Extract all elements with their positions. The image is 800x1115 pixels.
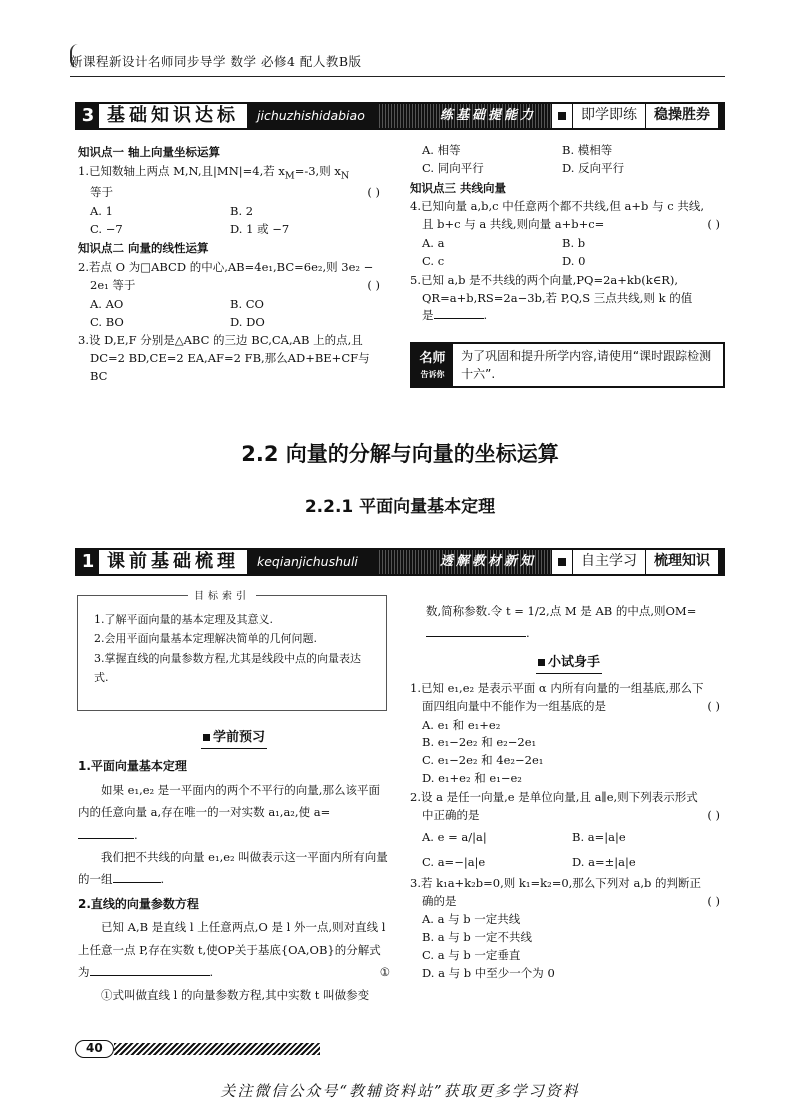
option: B. 模相等	[562, 143, 613, 157]
answer-paren: ( )	[707, 698, 720, 713]
section-band-preclass	[75, 548, 725, 576]
try-question-1	[410, 680, 728, 716]
option: D. a 与 b 中至少一个为 0	[422, 965, 555, 980]
band-end-bar	[718, 550, 723, 574]
option: A. e = a/|a|	[422, 830, 487, 845]
q4-options	[410, 235, 728, 271]
teacher-badge	[412, 344, 453, 386]
equation-marker: ①	[379, 965, 390, 980]
q2-text-b: 2e₁ 等于	[90, 278, 136, 293]
option: A. e₁ 和 e₁+e₂	[422, 717, 501, 732]
page-number: 40	[75, 1040, 114, 1058]
option: B. a 与 b 一定不共线	[422, 930, 532, 945]
question-3	[78, 332, 388, 385]
badge-main: 名师	[419, 350, 446, 366]
q3-text-b: DC=2 BD,CE=2 EA,AF=2 FB,那么AD+BE+CF与	[90, 351, 370, 366]
band-square-icon	[558, 112, 566, 120]
basis-text: 我们把不共线的向量 e₁,e₂ 叫做表示这一平面内所有向量的一组	[78, 850, 388, 887]
try-q2-options	[410, 825, 728, 873]
band-number: 1	[77, 550, 99, 574]
try-q3-options	[410, 911, 728, 982]
option: B. a=|a|e	[572, 830, 626, 845]
option: C. −7	[90, 221, 123, 236]
option: C. e₁−2e₂ 和 4e₂−2e₁	[422, 753, 544, 768]
q1-text-a: 1.已知数轴上两点 M,N,且|MN|=4,若 x	[78, 163, 285, 178]
param-eq-text: 已知 A,B 是直线 l 上任意两点,O 是 l 外一点,则对直线 l 上任意一点 P,存在实数 t,使OP关于基底{OA,OB}的分解式为	[78, 920, 386, 980]
param-eq-note: ①式叫做直线 l 的向量参数方程,其中实数 t 叫做参变	[101, 987, 370, 1002]
exercises-right-column	[410, 142, 728, 326]
learning-goals-box	[77, 591, 387, 711]
try-q3-a: 3.若 k₁a+k₂b=0,则 k₁=k₂=0,那么下列对 a,b 的判断正	[410, 875, 701, 890]
teacher-tip-box	[410, 342, 725, 388]
band-tag-practice: 即学即练	[572, 104, 646, 128]
q1-text-b: =-3,则 x	[294, 163, 341, 178]
try-q2-b: 中正确的是	[422, 807, 480, 822]
q1-text-c: 等于	[90, 184, 113, 199]
option: B. e₁−2e₂ 和 e₂−2e₁	[422, 735, 537, 750]
param-eq-paragraph: 已知 A,B 是直线 l 上任意两点,O 是 l 外一点,则对直线 l 上任意一点 P,存在实数 t,使OP关于基底{OA,OB}的分解式为 . ①	[78, 916, 390, 983]
knowledge-point-2: 知识点二 向量的线性运算	[78, 241, 209, 256]
header-rule	[70, 76, 725, 77]
option: A. 1	[90, 203, 113, 218]
band-title: 课前基础梳理	[107, 551, 239, 573]
band-slogan: 透解教材新知	[377, 550, 552, 574]
goal-item: 2.会用平面向量基本定理解决简单的几何问题.	[94, 632, 317, 646]
answer-blank[interactable]	[113, 882, 161, 883]
theorem-paragraph: 如果 e₁,e₂ 是一平面内的两个不平行的向量,那么该平面内的任意向量 a,存在唯一的一对实数 a₁,a₂,使 a= .	[78, 782, 380, 842]
q3-text-c: BC	[90, 369, 108, 384]
preview-heading: 学前预习	[201, 728, 267, 749]
answer-paren: ( )	[707, 217, 720, 232]
band-end-bar	[718, 104, 723, 128]
q1-sub-n: N	[340, 170, 350, 182]
answer-blank[interactable]	[90, 975, 210, 976]
basis-paragraph: 我们把不共线的向量 e₁,e₂ 叫做表示这一平面内所有向量的一组 .	[78, 850, 388, 887]
goal-item: 1.了解平面向量的基本定理及其意义.	[94, 613, 273, 626]
option: C. c	[422, 253, 445, 268]
knowledge-point-1: 知识点一 轴上向量坐标运算	[78, 145, 221, 159]
subsection-title: 2.2.1 平面向量基本定理	[304, 497, 496, 517]
question-2	[78, 259, 388, 295]
q2-options	[78, 296, 388, 332]
book-header: 新课程新设计名师同步导学 数学 必修4 配人教B版	[70, 54, 362, 69]
q4-text-b: 且 b+c 与 a 共线,则向量 a+b+c=	[422, 217, 605, 232]
answer-paren: ( )	[707, 893, 720, 908]
band-title: 基础知识达标	[107, 105, 239, 127]
option: A. a	[422, 236, 445, 251]
option: C. 同向平行	[422, 160, 484, 175]
midpoint-continuation: 数,简称参数.令 t = 1/2,点 M 是 AB 的中点,则OM= .	[426, 604, 697, 641]
exercises-left-column	[78, 142, 388, 387]
answer-blank[interactable]	[434, 318, 484, 319]
theorem-heading: 1.平面向量基本定理	[78, 759, 187, 774]
section-title: 2.2 向量的分解与向量的坐标运算	[241, 442, 559, 466]
answer-blank[interactable]	[78, 838, 134, 839]
band-slogan: 练基础提能力	[377, 104, 552, 128]
band-number: 3	[77, 104, 99, 128]
q3-text-a: 3.设 D,E,F 分别是△ABC 的三边 BC,CA,AB 上的点,且	[78, 333, 363, 348]
q5-text-b: QR=a+b,RS=2a−3b,若 P,Q,S 三点共线,则 k 的值	[422, 290, 693, 305]
question-4	[410, 198, 728, 234]
band-pinyin: jichuzhishidabiao	[247, 104, 377, 128]
answer-paren: ( )	[707, 807, 720, 822]
goals-caption: 目标索引	[188, 588, 256, 606]
option: C. BO	[90, 314, 124, 329]
q5-text-a: 5.已知 a,b 是不共线的两个向量,PQ=2a+kb(k∈R),	[410, 272, 679, 287]
try-q3-b: 确的是	[422, 893, 457, 908]
option: C. a=−|a|e	[422, 854, 486, 869]
q1-sub-m: M	[284, 170, 295, 182]
option: D. DO	[230, 314, 265, 329]
answer-paren: ( )	[367, 278, 380, 293]
footer-dot-pattern	[114, 1043, 320, 1055]
try-q1-b: 面四组向量中不能作为一组基底的是	[422, 698, 606, 713]
option: A. a 与 b 一定共线	[422, 912, 521, 927]
q2-text-a: 2.若点 O 为□ABCD 的中心,AB=4e₁,BC=6e₂,则 3e₂ −	[78, 260, 374, 275]
preview-section	[78, 728, 390, 1006]
tip-text: 为了巩固和提升所学内容,请使用“课时跟踪检测十六”.	[461, 349, 712, 381]
knowledge-point-3: 知识点三 共线向量	[410, 180, 507, 195]
question-5: 5.已知 a,b 是不共线的两个向量,PQ=2a+kb(k∈R), QR=a+b,RS=2a−3b,若 P,Q,S 三点共线,则 k 的值 是 .	[410, 272, 693, 323]
band-square-icon	[558, 558, 566, 566]
option: B. 2	[230, 203, 254, 218]
q4-text-a: 4.已知向量 a,b,c 中任意两个都不共线,但 a+b 与 c 共线,	[410, 199, 704, 214]
try-q1-a: 1.已知 e₁,e₂ 是表示平面 α 内所有向量的一组基底,那么下	[410, 680, 704, 695]
badge-small: 告诉你	[420, 369, 445, 379]
question-1	[78, 163, 388, 202]
band-tag-win: 稳操胜券	[654, 107, 710, 124]
answer-paren: ( )	[367, 184, 380, 199]
q5-text-c: 是	[422, 308, 434, 323]
param-eq-heading: 2.直线的向量参数方程	[78, 896, 199, 911]
try-question-3	[410, 875, 728, 911]
band-tag-sort-knowledge: 梳理知识	[654, 553, 710, 570]
page-number-bar	[75, 1040, 320, 1058]
option: D. a=±|a|e	[572, 854, 636, 869]
option: C. a 与 b 一定垂直	[422, 948, 521, 963]
option: D. e₁+e₂ 和 e₁−e₂	[422, 771, 522, 786]
option: A. AO	[90, 296, 124, 311]
try-q1-options	[410, 717, 728, 788]
footer-note: 关注微信公众号“教辅资料站”获取更多学习资料	[220, 1082, 580, 1100]
theorem-text: 如果 e₁,e₂ 是一平面内的两个不平行的向量,那么该平面内的任意向量 a,存在唯一的一对实数 a₁,a₂,使 a=	[78, 782, 380, 820]
try-q2-a: 2.设 a 是任一向量,e 是单位向量,且 a∥e,则下列表示形式	[410, 789, 698, 804]
q1-options	[78, 203, 388, 239]
try-question-2	[410, 789, 728, 825]
band-tag-self-study: 自主学习	[572, 550, 646, 574]
option: D. 0	[562, 253, 586, 268]
try-heading: 小试身手	[536, 653, 602, 674]
band-pinyin: keqianjichushuli	[247, 550, 377, 574]
section-band-basic-knowledge	[75, 102, 725, 130]
option: B. CO	[230, 296, 264, 311]
option: D. 反向平行	[562, 160, 625, 175]
q3-options	[410, 142, 728, 178]
answer-blank[interactable]	[426, 636, 526, 637]
midpoint-text: 数,简称参数.令 t = 1/2,点 M 是 AB 的中点,则OM=	[426, 604, 697, 618]
try-yourself-column	[410, 600, 728, 983]
option: B. b	[562, 236, 586, 251]
option: D. 1 或 −7	[230, 221, 290, 236]
goal-item: 3.掌握直线的向量参数方程,尤其是线段中点的向量表达式.	[94, 651, 361, 684]
option: A. 相等	[422, 143, 461, 157]
